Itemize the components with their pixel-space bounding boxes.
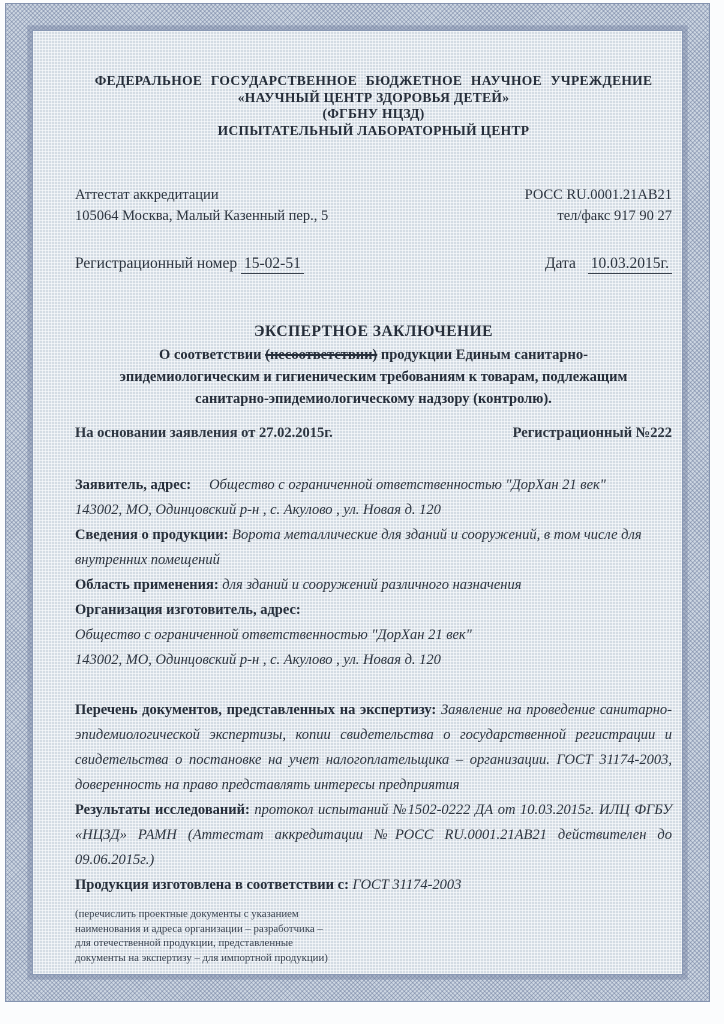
footnote-line: (перечислить проектные документы с указанием: [75, 908, 299, 920]
registration-row: [75, 255, 672, 273]
basis-row: [75, 423, 672, 443]
document-title-block: [75, 321, 672, 410]
manufacturer-label: Организация изготовитель, адрес:: [75, 602, 301, 618]
footnote-line: наименования и адреса организации – разработчика –: [75, 922, 323, 935]
compliance-value: ГОСТ 31174-2003: [352, 877, 462, 893]
org-header-line: «НАУЧНЫЙ ЦЕНТР ЗДОРОВЬЯ ДЕТЕЙ»: [237, 89, 510, 105]
application-area-label: Область применения:: [75, 577, 219, 593]
accreditation-address: 105064 Москва, Малый Казенный пер., 5: [75, 208, 329, 224]
guilloche-border: [5, 3, 710, 1002]
applicant-address: 143002, МО, Одинцовский р-н , с. Акулово , ул. Новая д. 120: [75, 502, 441, 518]
product-info-row: [75, 523, 672, 573]
applicant-value: Общество с ограниченной ответственностью "ДорХан 21 век": [209, 477, 606, 493]
basis-statement: На основании заявления от 27.02.2015г.: [75, 425, 333, 441]
documents-list-value: Заявление на проведение санитарно-эпидемиологической экспертизы, копии свидетельства о государственной регистрации и свидетельства о постановке на учет налогоплательщика – организации. ГОСТ 31174-2003, доверенность на право представлять интересы предприятия: [75, 702, 673, 793]
subtitle-suffix: продукции Единым санитарно-: [377, 347, 588, 363]
accreditation-row: [75, 185, 672, 227]
footnote: [75, 907, 420, 965]
documents-list-row: [75, 698, 672, 798]
manufacturer-label-row: [75, 598, 672, 623]
subtitle-line-3: санитарно-эпидемиологическому надзору (контролю).: [195, 391, 552, 407]
registration-number-label: Регистрационный номер: [75, 255, 238, 272]
footnote-line: документы на экспертизу – для импортной продукции): [75, 951, 328, 964]
application-area-value: для зданий и сооружений различного назначения: [222, 577, 522, 593]
subtitle-line-1: [75, 344, 672, 366]
date-label: Дата: [544, 255, 576, 272]
accreditation-label: Аттестат аккредитации: [75, 187, 219, 203]
date-value: 10.03.2015г.: [588, 255, 672, 274]
applicant-label: Заявитель, адрес:: [75, 477, 192, 493]
applicant-row: [75, 473, 672, 498]
subtitle-prefix: О соответствии: [159, 347, 266, 363]
accreditation-phone: тел/факс 917 90 27: [557, 208, 672, 224]
certificate-body: [75, 473, 672, 898]
results-value: протокол испытаний №1502-0222 ДА от 10.03.2015г. ИЛЦ ФГБУ «НЦЗД» РАМН (Аттестат аккредитации №РОСС RU.0001.21АВ21 действителен до 09.06.2015г.): [75, 802, 673, 868]
compliance-row: [75, 873, 672, 898]
manufacturer-name: Общество с ограниченной ответственностью "ДорХан 21 век": [75, 627, 472, 643]
org-header-line: ИСПЫТАТЕЛЬНЫЙ ЛАБОРАТОРНЫЙ ЦЕНТР: [217, 122, 530, 138]
registration-date: [545, 255, 672, 273]
org-header-line: ФЕДЕРАЛЬНОЕ ГОСУДАРСТВЕННОЕ БЮДЖЕТНОЕ НАУЧНОЕ УЧРЕЖДЕНИЕ: [94, 73, 653, 88]
compliance-label: Продукция изготовлена в соответствии с:: [75, 877, 349, 893]
application-area-row: [75, 573, 672, 598]
footnote-line: для отечественной продукции, представленные: [75, 937, 293, 949]
results-label: Результаты исследований:: [75, 802, 250, 818]
certificate-paper: [32, 30, 683, 975]
registration-number-value: 15-02-51: [241, 255, 304, 274]
registration-number: [75, 255, 304, 273]
document-title: ЭКСПЕРТНОЕ ЗАКЛЮЧЕНИЕ: [254, 323, 493, 340]
subtitle-line-2: эпидемиологическим и гигиеническим требованиям к товарам, подлежащим: [119, 369, 628, 385]
document-subtitle: [75, 344, 672, 410]
accreditation-address-block: [75, 185, 328, 227]
product-info-value: Ворота металлические для зданий и сооружений, в том числе для внутренних помещений: [75, 527, 642, 568]
accreditation-contact-block: [525, 185, 672, 227]
product-info-label: Сведения о продукции:: [75, 527, 229, 543]
registration-no-222: Регистрационный №222: [512, 425, 672, 441]
accreditation-cert-number: РОСС RU.0001.21АВ21: [524, 187, 672, 203]
documents-list-label: Перечень документов, представленных на экспертизу:: [75, 702, 437, 718]
struck-word: (несоответствии): [265, 347, 378, 363]
organization-header: [75, 73, 672, 139]
manufacturer-address: 143002, МО, Одинцовский р-н , с. Акулово , ул. Новая д. 120: [75, 652, 441, 668]
org-header-line: (ФГБНУ НЦЗД): [322, 106, 425, 121]
results-row: [75, 798, 672, 873]
